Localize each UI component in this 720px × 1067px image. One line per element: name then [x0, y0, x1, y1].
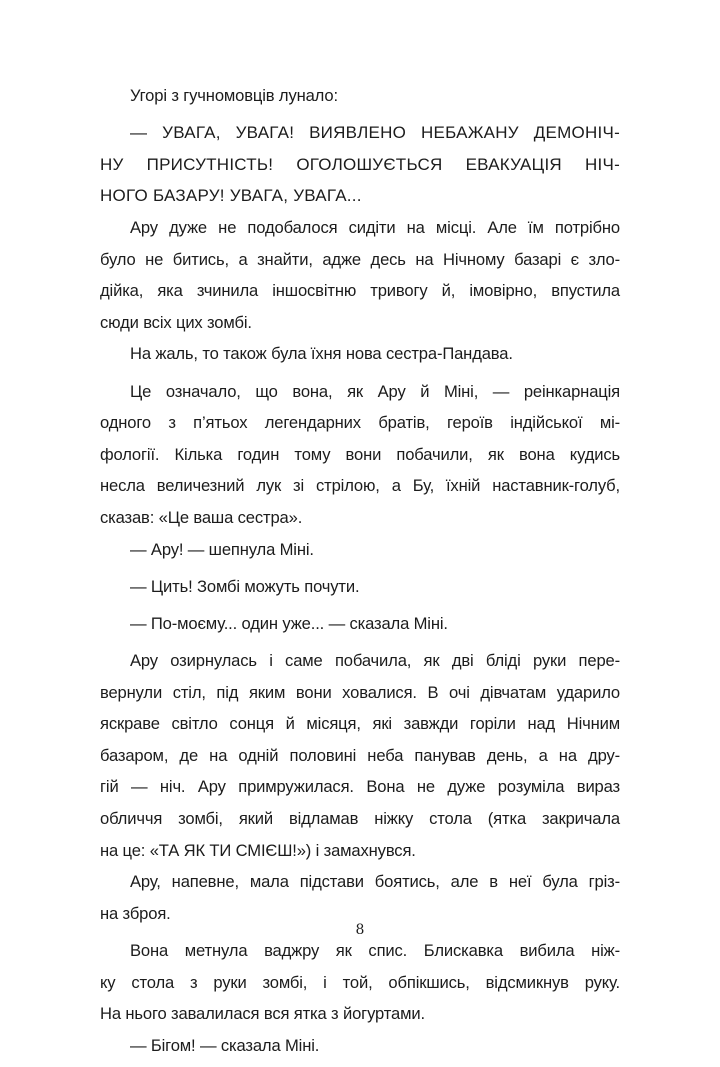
- text-line: базаром, де на одній половині неба панував день, а на дру-: [100, 745, 620, 765]
- text-line: гій — ніч. Ару примружилася. Вона не дуже розуміла вираз: [100, 777, 620, 797]
- paragraph: [100, 1030, 620, 1062]
- page-number: 8: [355, 922, 365, 938]
- text-line: — Цить! Зомбі можуть почути.: [130, 576, 360, 596]
- paragraph: [100, 935, 620, 1030]
- text-line: на це: «ТА ЯК ТИ СМІЄШ!») і замахнувся.: [100, 840, 416, 860]
- text-line: ку стола з руки зомбі, і той, обпікшись, відсмикнув руку.: [100, 972, 620, 992]
- text-line: Ару, напевне, мала підстави боятись, але в неї була гріз-: [130, 872, 620, 892]
- paragraph: [100, 376, 620, 534]
- text-line: На нього завалилася вся ятка з йогуртами.: [100, 1004, 425, 1024]
- paragraph: [100, 534, 620, 566]
- text-line: — Ару! — шепнула Міні.: [130, 539, 314, 559]
- text-line: дійка, яка зчинила іншосвітню тривогу й, імовірно, впустила: [100, 281, 620, 301]
- text-line: НУ ПРИСУТНІСТЬ! ОГОЛОШУЄТЬСЯ ЕВАКУАЦІЯ НІЧ-: [100, 154, 620, 174]
- text-line: фології. Кілька годин тому вони побачили, як вона кудись: [100, 444, 620, 464]
- paragraph: [100, 212, 620, 338]
- paragraph: [100, 645, 620, 866]
- text-line: — УВАГА, УВАГА! ВИЯВЛЕНО НЕБАЖАНУ ДЕМОНІЧ-: [130, 123, 620, 143]
- text-line: На жаль, то також була їхня нова сестра-Пандава.: [130, 344, 513, 364]
- paragraph: [100, 866, 620, 929]
- text-line: Ару озирнулась і саме побачила, як дві бліді руки пере-: [130, 651, 620, 671]
- text-line: Вона метнула ваджру як спис. Блискавка вибила ніж-: [130, 941, 620, 960]
- text-line: на зброя.: [100, 903, 171, 923]
- text-line: сюди всіх цих зомбі.: [100, 312, 252, 332]
- text-line: яскраве світло сонця й місяця, які завжди горіли над Нічним: [100, 714, 620, 734]
- paragraph: [100, 80, 620, 112]
- text-line: сказав: «Це ваша сестра».: [100, 507, 303, 527]
- text-line: обличчя зомбі, який відламав ніжку стола (ятка закричала: [100, 809, 620, 829]
- text-line: одного з п’ятьох легендарних братів, героїв індійської мі-: [100, 413, 620, 433]
- text-line: — Бігом! — сказала Міні.: [130, 1035, 320, 1055]
- text-line: було не битись, а знайти, адже десь на Нічному базарі є зло-: [100, 249, 620, 269]
- paragraph: [100, 117, 620, 212]
- text-line: Це означало, що вона, як Ару й Міні, — реінкарнація: [130, 381, 620, 401]
- text-line: несла величезний лук зі стрілою, а Бу, їхній наставник-голуб,: [100, 476, 620, 496]
- paragraph: [100, 338, 620, 370]
- text-line: Ару дуже не подобалося сидіти на місці. Але їм потрібно: [130, 217, 620, 237]
- paragraph: [100, 571, 620, 603]
- text-line: вернули стіл, під яким вони ховалися. В очі дівчатам ударило: [100, 682, 620, 702]
- text-line: Угорі з гучномовців лунало:: [130, 86, 338, 105]
- paragraph: [100, 608, 620, 640]
- text-line: — По-моєму... один уже... — сказала Міні.: [130, 613, 448, 633]
- text-line: НОГО БАЗАРУ! УВАГА, УВАГА...: [100, 186, 362, 206]
- body-text: [100, 80, 620, 1067]
